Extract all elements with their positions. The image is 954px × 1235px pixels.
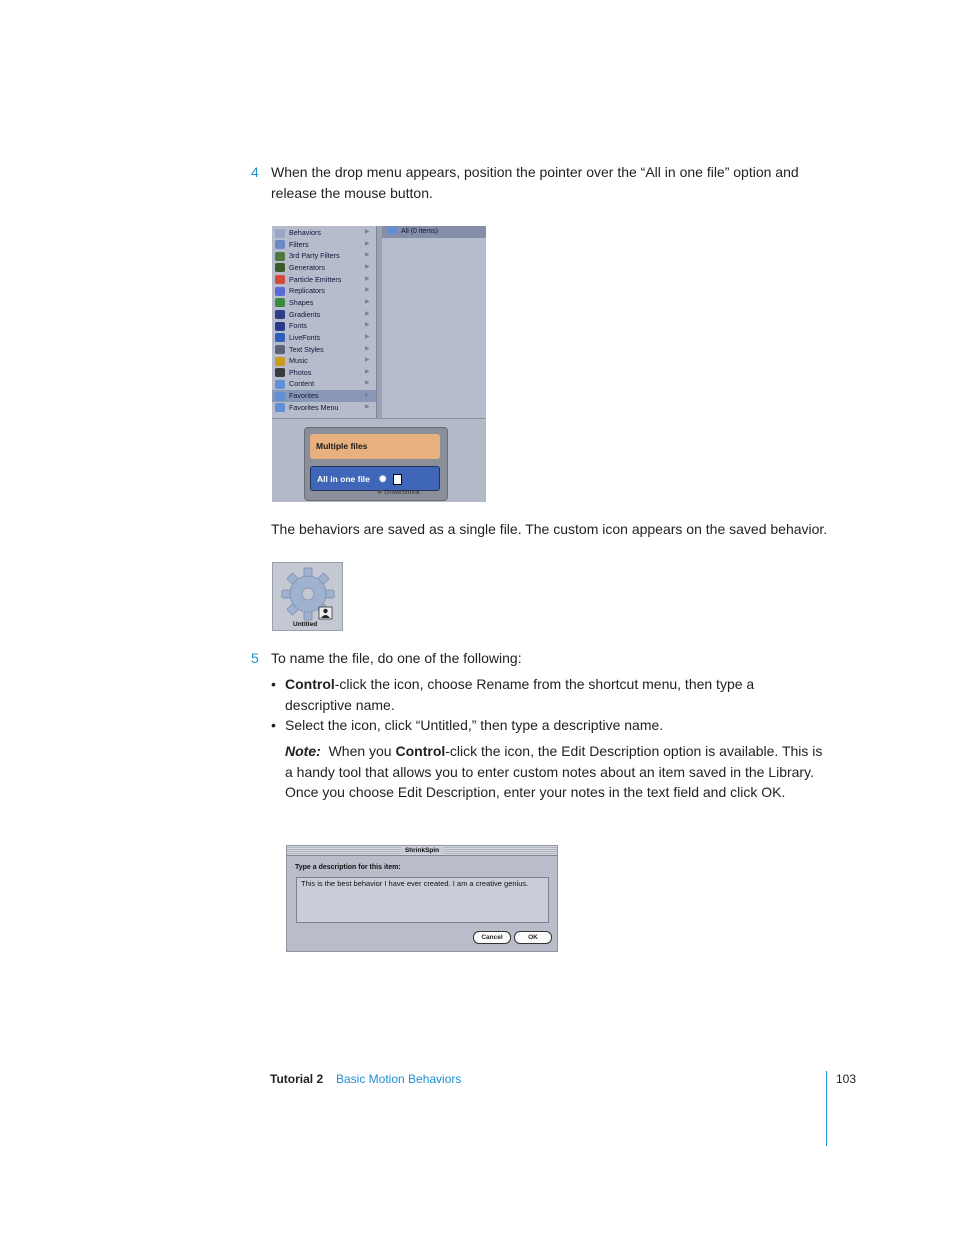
bullet-item	[285, 715, 815, 736]
folder-icon	[275, 403, 285, 412]
library-item[interactable]	[272, 250, 376, 262]
drag-label: ✺ Grow/Shrink	[377, 489, 421, 496]
note-label: Note:	[285, 743, 321, 759]
library-item[interactable]	[272, 367, 376, 379]
bullet-text: Select the icon, click “Untitled,” then type a descriptive name.	[285, 717, 664, 733]
description-dialog	[286, 845, 558, 952]
photo-icon	[275, 368, 285, 377]
shape-icon	[275, 298, 285, 307]
folder-icon	[388, 227, 398, 234]
pointer-cursor-icon	[393, 474, 402, 485]
disclosure-arrow-icon: ▶	[365, 380, 370, 387]
gradient-icon	[275, 310, 285, 319]
text-style-icon	[275, 345, 285, 354]
library-item-label: Photos	[289, 367, 312, 377]
library-content-pane	[382, 226, 486, 418]
livefont-icon	[275, 333, 285, 342]
library-item-label: Fonts	[289, 321, 307, 331]
library-item-label: Text Styles	[289, 344, 324, 354]
library-item-label: Generators	[289, 262, 325, 272]
library-item-label: 3rd Party Filters	[289, 251, 340, 261]
bullet-text: -click the icon, choose Rename from the shortcut menu, then type a descriptive name.	[285, 676, 755, 713]
library-item-label: Replicators	[289, 286, 325, 296]
disclosure-arrow-icon: ▶	[365, 357, 370, 364]
library-item[interactable]	[272, 297, 376, 309]
library-item[interactable]	[272, 309, 376, 321]
dialog-title-bar[interactable]	[287, 846, 557, 856]
disclosure-arrow-icon: ▶	[365, 403, 370, 410]
gear-icon: ✺	[379, 474, 387, 484]
disclosure-arrow-icon: ▶	[365, 333, 370, 340]
bullet-marker: •	[271, 676, 276, 692]
library-item-label: Behaviors	[289, 228, 321, 237]
footer-chapter: Tutorial 2	[270, 1072, 324, 1086]
library-item-label: Filters	[289, 239, 309, 249]
disclosure-arrow-icon: ▶	[365, 298, 370, 305]
library-item-label: Shapes	[289, 297, 314, 307]
content-header-label: All (0 items)	[401, 228, 438, 235]
library-item[interactable]	[272, 390, 376, 402]
gear-icon: ✺	[377, 489, 383, 496]
bullet-item	[285, 674, 815, 716]
disclosure-arrow-icon: ▶	[365, 392, 370, 399]
library-item[interactable]	[272, 378, 376, 390]
step-number: 5	[251, 650, 259, 666]
ok-button[interactable]: OK	[514, 931, 552, 944]
folder-icon	[275, 380, 285, 389]
library-item-label: Music	[289, 356, 308, 366]
step-number: 4	[251, 164, 259, 180]
gear-icon	[275, 229, 285, 238]
library-item[interactable]	[272, 402, 376, 414]
dialog-title: ShrinkSpin	[401, 847, 443, 854]
library-item[interactable]	[272, 355, 376, 367]
disclosure-arrow-icon: ▶	[365, 240, 370, 247]
all-in-one-file-option[interactable]	[310, 466, 440, 491]
library-item-label: Favorites Menu	[289, 402, 339, 412]
folder-icon	[275, 392, 285, 401]
description-textarea[interactable]: This is the best behavior I have ever created. I am a creative genius.	[296, 877, 549, 923]
disclosure-arrow-icon: ▶	[365, 310, 370, 317]
result-text: The behaviors are saved as a single file. The custom icon appears on the saved behavior.	[271, 521, 828, 537]
library-item[interactable]	[272, 320, 376, 332]
particle-icon	[275, 275, 285, 284]
footer-title: Basic Motion Behaviors	[336, 1072, 462, 1086]
saved-behavior-icon[interactable]	[272, 562, 343, 631]
step-text: When the drop menu appears, position the pointer over the “All in one file” option and release the mouse button.	[271, 164, 799, 201]
disclosure-arrow-icon: ▶	[365, 252, 370, 259]
drop-menu	[304, 427, 448, 501]
page-number: 103	[836, 1072, 857, 1086]
bullet-marker: •	[271, 717, 276, 733]
disclosure-arrow-icon: ▶	[365, 322, 370, 329]
library-item[interactable]	[272, 332, 376, 344]
disclosure-arrow-icon: ▶	[365, 345, 370, 352]
library-item-label: Particle Emitters	[289, 274, 342, 284]
font-icon	[275, 322, 285, 331]
dialog-prompt: Type a description for this item:	[295, 864, 401, 871]
replicator-icon	[275, 287, 285, 296]
library-item[interactable]	[272, 285, 376, 297]
library-item[interactable]	[272, 344, 376, 356]
filter-icon	[275, 252, 285, 261]
filter-icon	[275, 240, 285, 249]
note-paragraph: Note: When you Control-click the icon, the Edit Description option is available. This is a handy tool that allows you to enter custom notes about an item saved in the Library. Once you choose Edit Description, enter your notes in the text field and click OK.	[285, 743, 823, 800]
generator-icon	[275, 263, 285, 272]
gear-icon	[273, 563, 342, 630]
disclosure-arrow-icon: ▶	[365, 368, 370, 375]
drop-area	[272, 418, 486, 502]
library-item[interactable]	[272, 262, 376, 274]
option-label: All in one file	[317, 474, 370, 484]
cancel-button[interactable]: Cancel	[473, 931, 511, 944]
library-screenshot	[272, 226, 486, 502]
library-item[interactable]	[272, 227, 376, 239]
footer-divider	[826, 1071, 827, 1146]
music-icon	[275, 357, 285, 366]
library-item-label: LiveFonts	[289, 332, 321, 342]
library-item[interactable]	[272, 239, 376, 251]
disclosure-arrow-icon: ▶	[365, 263, 370, 270]
step-text: To name the file, do one of the following:	[271, 650, 522, 666]
bold-term: Control	[285, 676, 335, 692]
disclosure-arrow-icon: ▶	[365, 275, 370, 282]
library-item-label: Content	[289, 379, 315, 389]
icon-label[interactable]: Untitled	[293, 621, 318, 628]
disclosure-arrow-icon: ▶	[365, 229, 370, 235]
option-label: Multiple files	[316, 441, 368, 451]
library-item-label: Favorites	[289, 391, 319, 401]
library-item-label: Gradients	[289, 309, 321, 319]
library-content-header[interactable]	[382, 226, 486, 238]
disclosure-arrow-icon: ▶	[365, 287, 370, 294]
multiple-files-option[interactable]	[310, 434, 440, 459]
library-item[interactable]	[272, 274, 376, 286]
